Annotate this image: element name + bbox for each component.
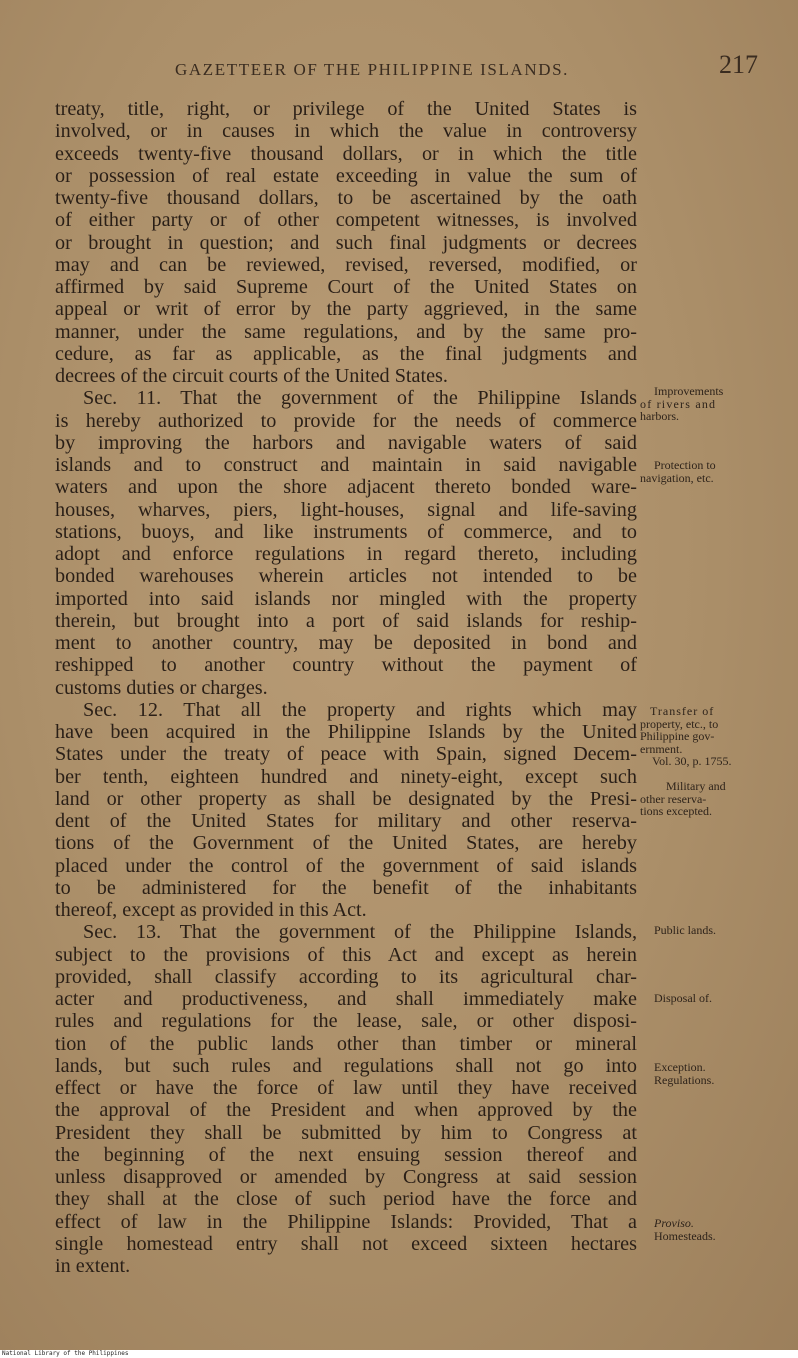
- body-line: ber tenth, eighteen hundred and ninety-eight, except such: [55, 765, 637, 788]
- body-line: ment to another country, may be deposited in bond and: [55, 632, 637, 654]
- body-line: the beginning of the next ensuing session thereof and: [55, 1143, 637, 1166]
- body-line: Sec. 13. That the government of the Philippine Islands,: [83, 921, 637, 944]
- body-line: treaty, title, right, or privilege of the United States is: [55, 98, 637, 120]
- body-line: manner, under the same regulations, and by the same pro-: [55, 320, 637, 343]
- body-line: may and can be reviewed, revised, reversed, modified, or: [55, 253, 637, 276]
- body-line: effect or have the force of law until they have received: [55, 1077, 637, 1099]
- margin-note-line: Improvements: [654, 384, 724, 398]
- margin-note-improvements: [640, 385, 770, 423]
- margin-note-disposal: [640, 992, 770, 1005]
- body-line: President they shall be submitted by him to Congress at: [55, 1121, 637, 1144]
- footer-bar: [0, 1350, 798, 1358]
- margin-note-line: Military and: [666, 779, 726, 793]
- body-line: stations, buoys, and like instruments of commerce, and to: [55, 520, 637, 543]
- body-line: customs duties or charges.: [55, 676, 268, 699]
- margin-note-exception: [640, 1061, 770, 1086]
- running-title: GAZETTEER OF THE PHILIPPINE ISLANDS.: [175, 60, 569, 79]
- margin-note-line: Regulations.: [654, 1072, 715, 1087]
- body-line: is hereby authorized to provide for the needs of commerce: [55, 409, 637, 432]
- body-line: decrees of the circuit courts of the United States.: [55, 365, 448, 387]
- margin-note-military: [640, 780, 770, 818]
- body-line: single homestead entry shall not exceed sixteen hectares: [55, 1232, 637, 1255]
- margin-note-line: Disposal of.: [654, 991, 712, 1005]
- margin-note-line: navigation, etc.: [640, 470, 714, 485]
- body-line: they shall at the close of such period have the force and: [55, 1188, 637, 1211]
- body-line: waters and upon the shore adjacent thereto bonded ware-: [55, 476, 637, 499]
- margin-note-public-lands: [640, 924, 770, 937]
- body-line: unless disapproved or amended by Congress at said session: [55, 1166, 637, 1188]
- body-line: involved, or in causes in which the value in controversy: [55, 120, 637, 143]
- body-line: houses, wharves, piers, light-houses, signal and life-saving: [55, 498, 637, 521]
- margin-note-line: Public lands.: [654, 923, 716, 937]
- body-line: rules and regulations for the lease, sale, or other disposi-: [55, 1010, 637, 1033]
- body-line: or brought in question; and such final judgments or decrees: [55, 231, 637, 254]
- body-line: of either party or of other competent witnesses, is involved: [55, 209, 637, 232]
- margin-note-line: Transfer of: [650, 704, 715, 718]
- margin-note-line: Exception.: [654, 1060, 706, 1074]
- body-line: Sec. 12. That all the property and rights which may: [83, 698, 637, 721]
- body-line: provided, shall classify according to its agricultural char-: [55, 965, 637, 988]
- body-line: tions of the Government of the United States, are hereby: [55, 832, 637, 855]
- body-line: placed under the control of the government of said islands: [55, 854, 637, 877]
- margin-note-line: Philippine gov-: [640, 729, 715, 743]
- page-number: 217: [719, 50, 758, 79]
- body-line: adopt and enforce regulations in regard thereto, including: [55, 543, 637, 565]
- margin-note-line: Homesteads.: [654, 1228, 716, 1243]
- body-text: [55, 98, 637, 1277]
- margin-note-line: of rivers and: [640, 396, 717, 411]
- body-line: affirmed by said Supreme Court of the United States on: [55, 276, 637, 298]
- body-line: Sec. 11. That the government of the Philippine Islands: [83, 387, 637, 410]
- margin-note-line: Proviso.: [654, 1216, 694, 1230]
- body-line: in extent.: [55, 1255, 131, 1277]
- margin-note-line: other reserva-: [640, 791, 707, 806]
- body-line: or possession of real estate exceeding in value the sum of: [55, 164, 637, 187]
- body-line: islands and to construct and maintain in said navigable: [55, 454, 637, 476]
- body-line: tion of the public lands other than timber or mineral: [55, 1032, 637, 1055]
- margin-note-line: ernment.: [640, 741, 683, 756]
- body-line: subject to the provisions of this Act and except as herein: [55, 943, 637, 966]
- margin-note-line: Protection to: [654, 458, 716, 472]
- body-line: cedure, as far as applicable, as the final judgments and: [55, 342, 637, 365]
- page-header: [0, 50, 798, 88]
- margin-note-protection: [640, 459, 770, 484]
- body-line: the approval of the President and when approved by the: [55, 1099, 637, 1122]
- margin-note-line: harbors.: [640, 409, 679, 423]
- margin-note-line: tions excepted.: [640, 804, 712, 818]
- body-line: therein, but brought into a port of said islands for reship-: [55, 609, 637, 632]
- margin-note-proviso: [640, 1217, 770, 1242]
- library-credit: National Library of the Philippines: [2, 1350, 129, 1357]
- margin-note-line: Vol. 30, p. 1755.: [652, 754, 732, 768]
- body-line: appeal or writ of error by the party aggrieved, in the same: [55, 298, 637, 321]
- body-line: States under the treaty of peace with Spain, signed Decem-: [55, 743, 637, 766]
- body-line: land or other property as shall be designated by the Presi-: [55, 787, 637, 810]
- body-line: bonded warehouses wherein articles not intended to be: [55, 565, 637, 588]
- body-line: effect of law in the Philippine Islands: Provided, That a: [55, 1210, 637, 1233]
- body-line: by improving the harbors and navigable waters of said: [55, 431, 637, 454]
- body-line: imported into said islands nor mingled with the property: [55, 587, 637, 610]
- body-line: twenty-five thousand dollars, to be ascertained by the oath: [55, 187, 637, 209]
- margin-note-line: property, etc., to: [640, 716, 719, 731]
- body-line: have been acquired in the Philippine Islands by the United: [55, 721, 637, 743]
- body-line: lands, but such rules and regulations shall not go into: [55, 1054, 637, 1077]
- body-line: to be administered for the benefit of the inhabitants: [55, 876, 637, 899]
- body-line: dent of the United States for military and other reserva-: [55, 810, 637, 832]
- body-line: exceeds twenty-five thousand dollars, or in which the title: [55, 142, 637, 165]
- body-line: acter and productiveness, and shall immediately make: [55, 988, 637, 1010]
- body-line: thereof, except as provided in this Act.: [55, 899, 367, 921]
- margin-note-transfer: [640, 705, 770, 768]
- body-line: reshipped to another country without the payment of: [55, 654, 637, 677]
